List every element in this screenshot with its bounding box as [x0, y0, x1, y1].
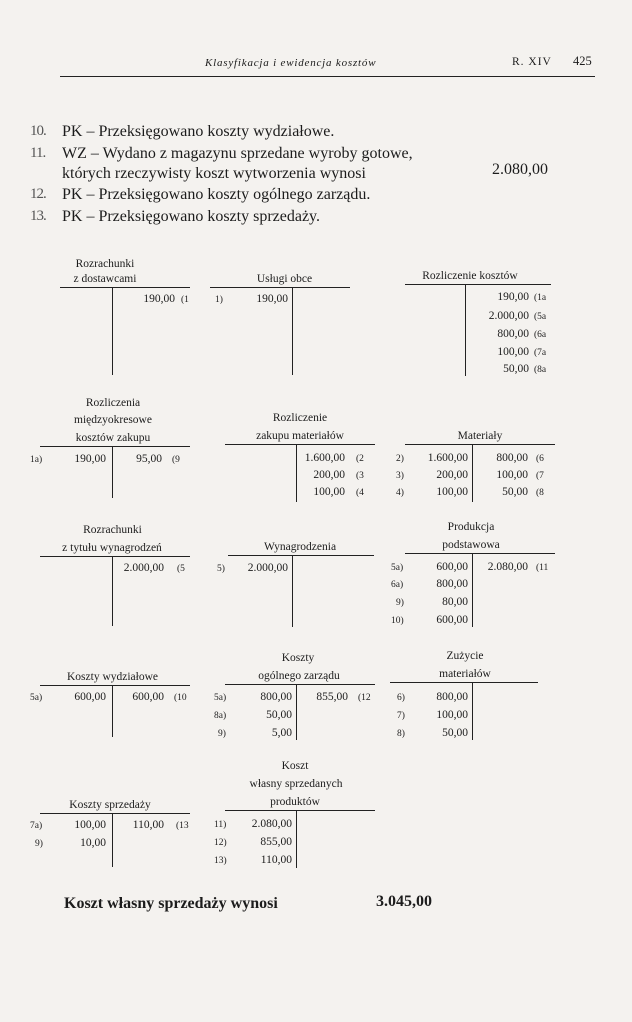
account-title: Koszty wydziałowe: [66, 671, 159, 683]
left-ref: 10): [391, 616, 404, 626]
right-value: 95,00: [136, 453, 162, 465]
right-value: 100,00: [497, 346, 529, 358]
account-title: zakupu materiałów: [256, 430, 344, 442]
right-ref: (1: [181, 295, 189, 305]
left-ref: 7a): [30, 821, 43, 831]
account-title: podstawowa: [442, 539, 500, 551]
account-title: materiałów: [439, 668, 491, 680]
right-ref: (6a: [534, 330, 547, 340]
right-ref: (2: [356, 454, 364, 464]
right-value: 200,00: [313, 469, 345, 481]
left-ref: 5a): [214, 693, 227, 703]
left-value: 600,00: [436, 614, 468, 626]
account-title: Zużycie: [446, 650, 484, 662]
right-ref: (8: [536, 488, 544, 498]
entry-13: [30, 206, 321, 227]
account-title: Materiały: [457, 430, 503, 442]
left-value: 80,00: [442, 596, 468, 608]
right-ref: (5: [177, 564, 185, 574]
right-value: 50,00: [502, 486, 528, 498]
right-ref: (6: [536, 454, 544, 464]
account-title: kosztów zakupu: [75, 432, 151, 444]
left-value: 2.080,00: [251, 818, 292, 830]
right-value: 100,00: [496, 469, 528, 481]
entry-11-amount: 2.080,00: [492, 161, 548, 178]
right-value: 50,00: [503, 363, 529, 375]
entry-text: których rzeczywisty koszt wytworzenia wynosi: [62, 165, 366, 182]
left-value: 600,00: [74, 691, 106, 703]
entry-number: 10.: [30, 123, 46, 139]
entry-11-line2: [62, 163, 366, 184]
account-title: Koszty: [281, 652, 315, 664]
right-ref: (4: [356, 488, 364, 498]
left-ref: 4): [396, 488, 404, 498]
right-value: 2.080,00: [487, 561, 528, 573]
account-title: z tytułu wynagrodzeń: [62, 542, 162, 554]
left-ref: 8): [397, 729, 405, 739]
left-value: 600,00: [436, 561, 468, 573]
entry-12: [30, 184, 371, 205]
right-ref: (11: [536, 563, 549, 573]
left-value: 1.600,00: [427, 452, 468, 464]
left-value: 800,00: [436, 691, 468, 703]
entry-text: WZ – Wydano z magazynu sprzedane wyroby gotowe,: [62, 145, 413, 162]
entry-11: [30, 143, 413, 164]
left-ref: 13): [214, 856, 227, 866]
left-value: 190,00: [74, 453, 106, 465]
entry-text: PK – Przeksięgowano koszty ogólnego zarządu.: [62, 186, 371, 203]
left-value: 50,00: [442, 727, 468, 739]
account-title: Koszty sprzedaży: [69, 799, 151, 811]
account-title: Rozrachunki: [83, 524, 142, 536]
left-value: 100,00: [74, 819, 106, 831]
left-value: 10,00: [80, 837, 106, 849]
right-ref: (10: [174, 693, 187, 703]
right-value: 100,00: [313, 486, 345, 498]
left-ref: 1a): [30, 455, 43, 465]
right-ref: (13: [176, 821, 189, 831]
left-ref: 5): [217, 564, 225, 574]
entry-text: PK – Przeksięgowano koszty wydziałowe.: [62, 123, 335, 140]
left-ref: 3): [396, 471, 404, 481]
left-value: 5,00: [271, 727, 292, 739]
right-ref: (7a: [534, 348, 547, 358]
account-title: z dostawcami: [73, 273, 137, 285]
right-value: 800,00: [496, 452, 528, 464]
left-ref: 9): [396, 598, 404, 608]
right-value: 1.600,00: [304, 452, 345, 464]
left-ref: 5a): [30, 693, 43, 703]
account-title: Rozliczenia: [85, 397, 141, 409]
left-ref: 8a): [214, 711, 227, 721]
summary-value: 3.045,00: [376, 893, 432, 910]
right-ref: (1a: [534, 293, 547, 303]
right-value: 110,00: [132, 819, 164, 831]
left-ref: 11): [214, 820, 227, 830]
right-value: 2.000,00: [488, 310, 529, 322]
summary-label: Koszt własny sprzedaży wynosi: [64, 895, 278, 912]
right-value: 2.000,00: [123, 562, 164, 574]
right-ref: (5a: [534, 312, 547, 322]
entry-number: 12.: [30, 186, 46, 202]
right-value: 800,00: [497, 328, 529, 340]
right-ref: (12: [358, 693, 371, 703]
right-ref: (9: [172, 455, 180, 465]
left-value: 50,00: [266, 709, 292, 721]
account-title: własny sprzedanych: [249, 778, 343, 790]
right-value: 190,00: [143, 293, 175, 305]
left-value: 855,00: [260, 836, 292, 848]
right-value: 600,00: [132, 691, 164, 703]
page-number: 425: [573, 54, 592, 68]
left-value: 100,00: [436, 709, 468, 721]
left-ref: 9): [218, 729, 226, 739]
entry-text: PK – Przeksięgowano koszty sprzedaży.: [62, 208, 321, 225]
right-ref: (7: [536, 471, 544, 481]
account-title: Koszt: [281, 760, 309, 772]
account-title: Usługi obce: [256, 273, 313, 285]
right-ref: (8a: [534, 365, 547, 375]
account-title: produktów: [270, 796, 320, 808]
right-value: 855,00: [316, 691, 348, 703]
left-ref: 6a): [391, 580, 404, 590]
right-value: 190,00: [497, 291, 529, 303]
left-value: 800,00: [260, 691, 292, 703]
account-title: Produkcja: [447, 521, 495, 533]
account-title: Rozliczenie: [272, 412, 328, 424]
left-value: 800,00: [436, 578, 468, 590]
left-ref: 12): [214, 838, 227, 848]
left-ref: 6): [397, 693, 405, 703]
left-ref: 5a): [391, 563, 404, 573]
entry-10: [30, 121, 335, 142]
entry-number: 13.: [30, 208, 46, 224]
account-title: Rozliczenie kosztów: [422, 270, 518, 282]
header-rule: [60, 76, 595, 77]
left-ref: 9): [35, 839, 43, 849]
left-value: 2.000,00: [247, 562, 288, 574]
left-value: 190,00: [256, 293, 288, 305]
account-title: Wynagrodzenia: [263, 541, 337, 553]
right-ref: (3: [356, 471, 364, 481]
entry-number: 11.: [30, 145, 46, 161]
account-title: Rozrachunki: [75, 258, 135, 270]
running-header-title: Klasyfikacja i ewidencja kosztów: [205, 57, 377, 69]
left-ref: 1): [215, 295, 223, 305]
left-ref: 2): [396, 454, 404, 464]
left-value: 100,00: [436, 486, 468, 498]
left-value: 200,00: [436, 469, 468, 481]
chapter-label: R. XIV: [512, 56, 552, 68]
account-title: ogólnego zarządu: [258, 670, 340, 682]
left-value: 110,00: [260, 854, 292, 866]
left-ref: 7): [397, 711, 405, 721]
account-title: międzyokresowe: [74, 414, 152, 426]
